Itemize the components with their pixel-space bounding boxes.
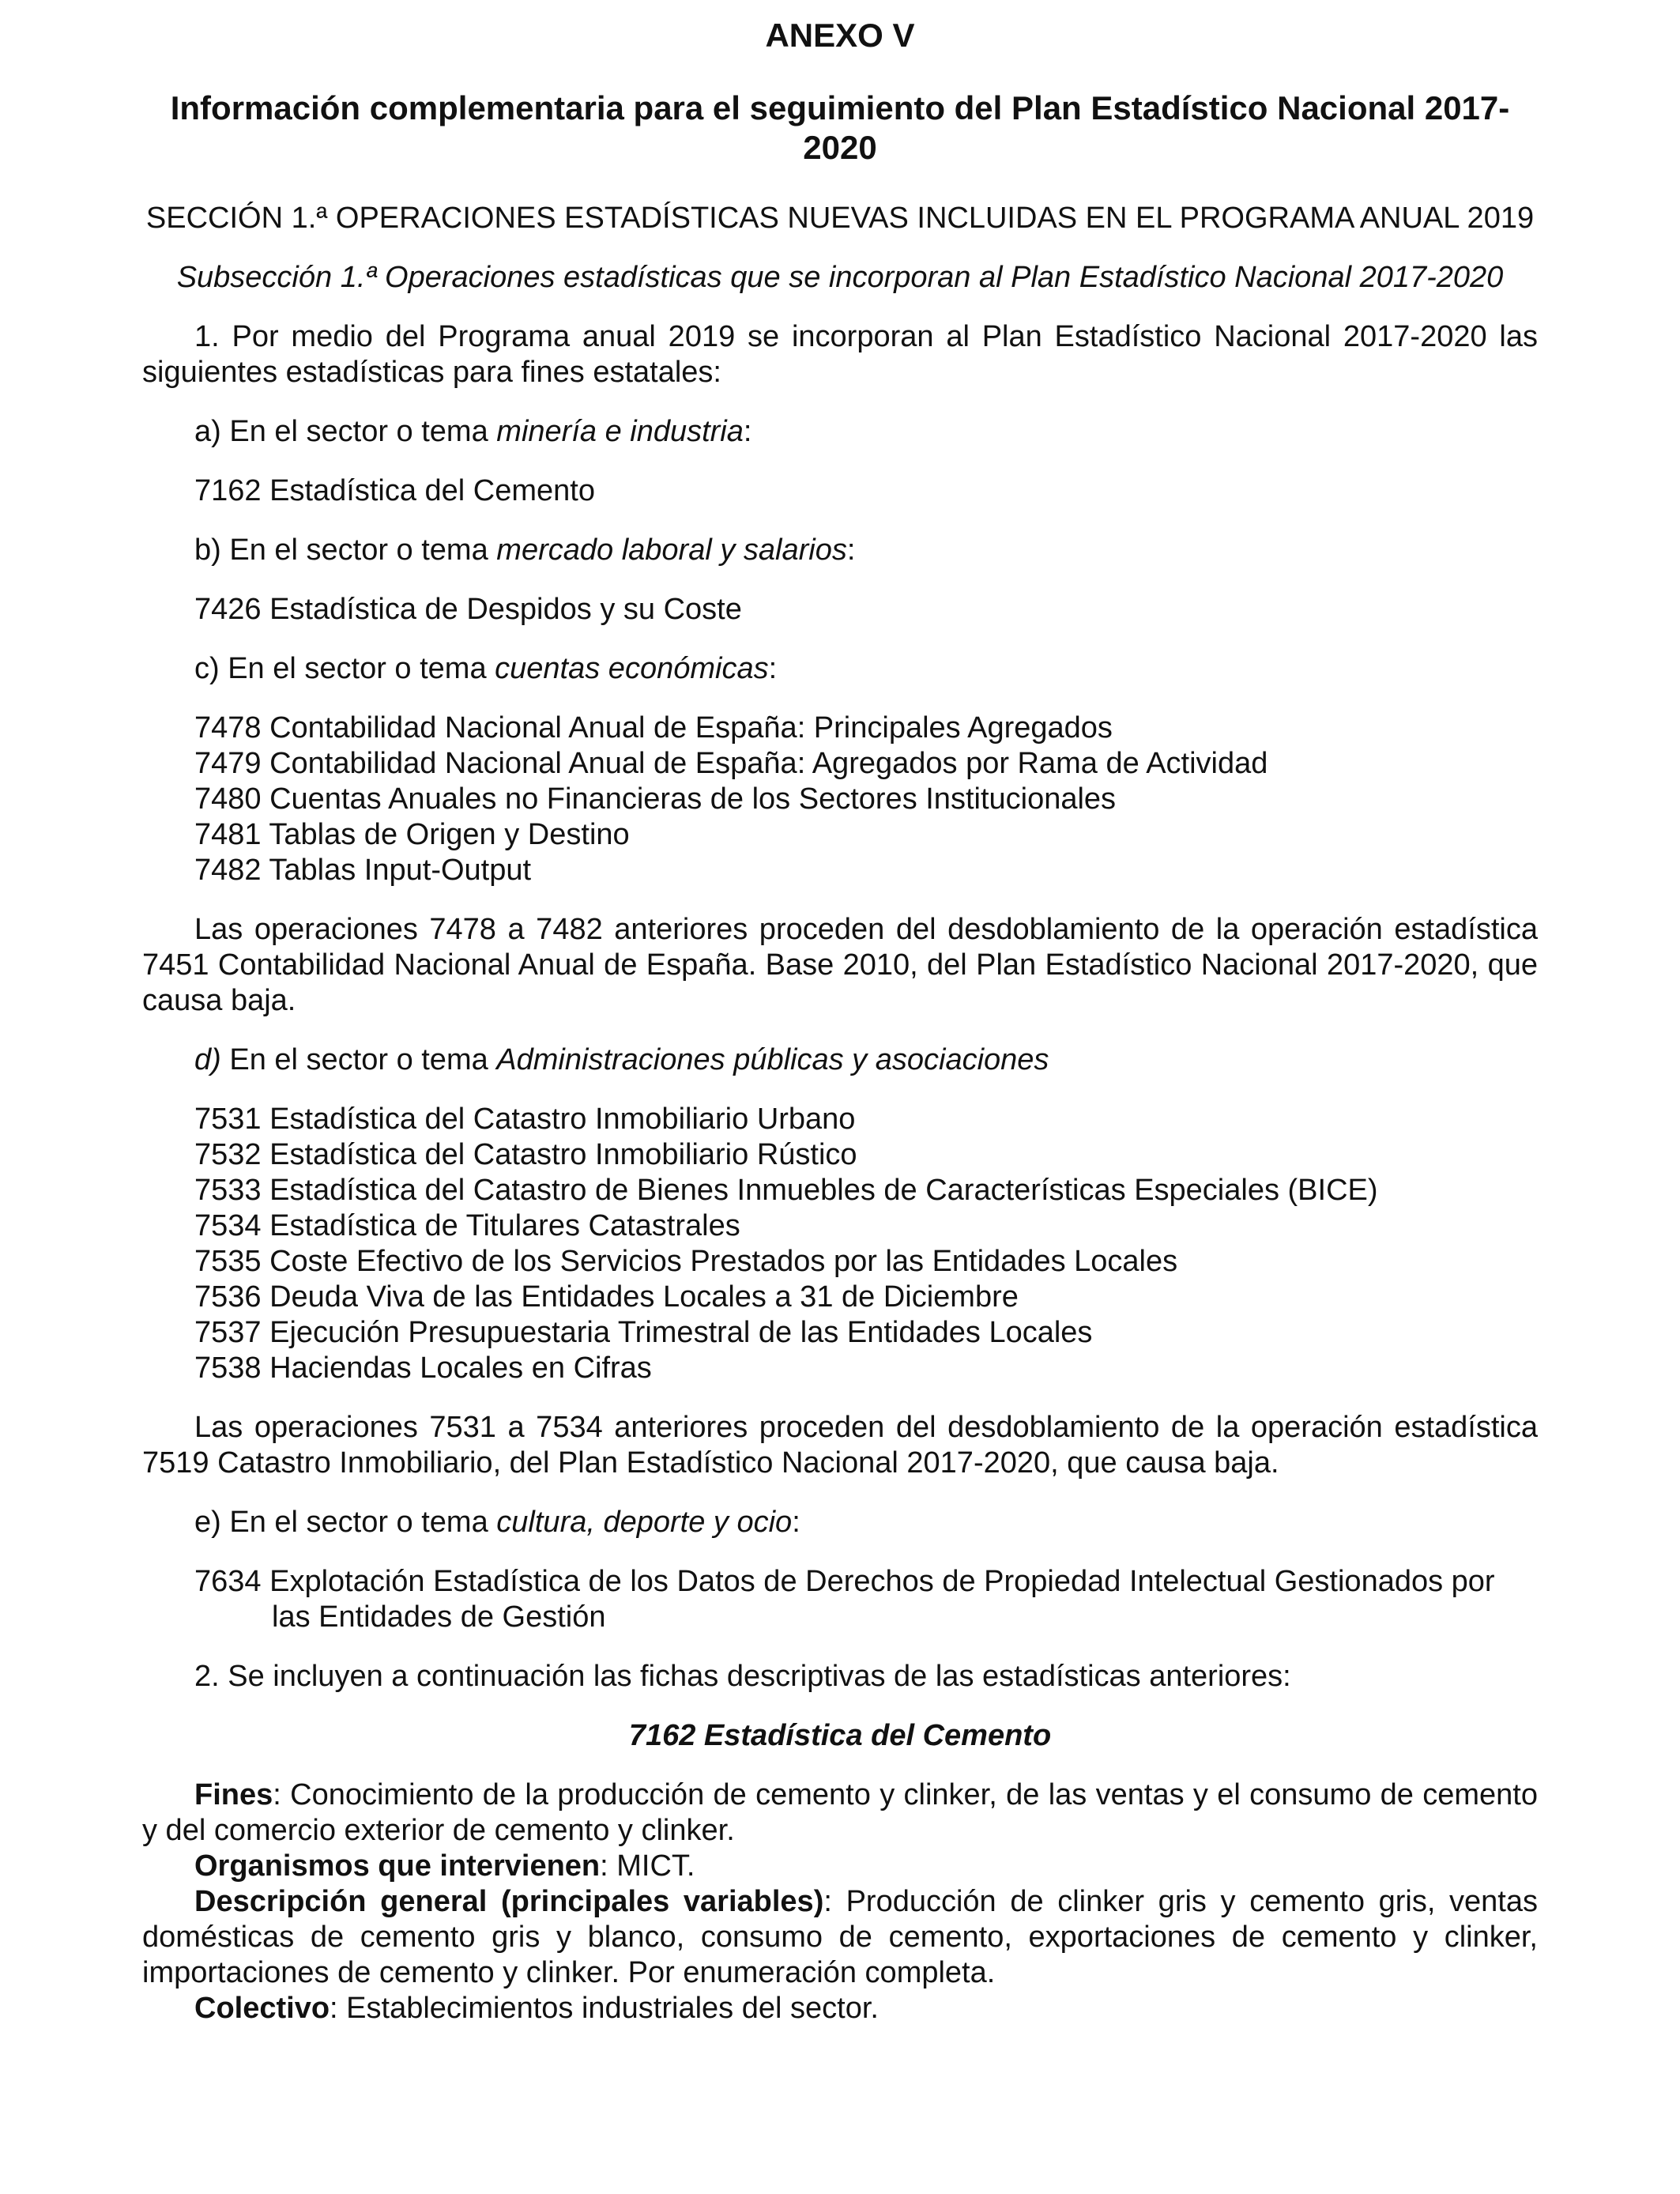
fiche-fines	[142, 1777, 1538, 1849]
fiche-desc-label: Descripción general (principales variables)	[194, 1885, 824, 1918]
document-page	[142, 16, 1538, 2026]
sector-d-note: Las operaciones 7531 a 7534 anteriores proceden del desdoblamiento de la operación estadística 7519 Catastro Inmobiliario, del Plan Estadístico Nacional 2017-2020, que causa baja.	[142, 1411, 1538, 1480]
list-item: 7534 Estadística de Titulares Catastrales	[194, 1209, 740, 1242]
sector-b-list	[194, 592, 1538, 628]
fiche-organismos	[142, 1849, 1538, 1884]
fiche-colectivo-text: : Establecimientos industriales del sector.	[330, 1992, 879, 2025]
sector-e-topic: cultura, deporte y ocio	[496, 1506, 793, 1539]
fiche-org-text: : MICT.	[600, 1849, 695, 1883]
list-item: 7538 Haciendas Locales en Cifras	[194, 1351, 652, 1385]
list-item: 7482 Tablas Input-Output	[194, 854, 532, 887]
fiche-desc-text: : Producción de clinker gris y cemento gris, ventas domésticas de cemento gris y blanco, consumo de cemento, exportaciones de cemento y clinker, importaciones de cemento y clinker. Por enumeración completa.	[142, 1885, 1538, 1989]
sector-d-label: d)	[194, 1043, 221, 1076]
list-item: 7531 Estadística del Catastro Inmobiliario Urbano	[194, 1103, 856, 1136]
sector-d-list	[194, 1102, 1538, 1386]
fiche-colectivo	[142, 1991, 1538, 2026]
list-item: 7480 Cuentas Anuales no Financieras de los Sectores Institucionales	[194, 782, 1117, 816]
sector-a-heading	[142, 414, 1538, 450]
sector-b-suffix: :	[846, 533, 856, 567]
sector-b-prefix: b) En el sector o tema	[194, 533, 497, 567]
list-item: 7426 Estadística de Despidos y su Coste	[194, 593, 742, 626]
sector-b-heading	[142, 533, 1538, 568]
sector-d-heading	[142, 1042, 1538, 1078]
list-item: 7634 Explotación Estadística de los Datos de Derechos de Propiedad Intelectual Gestionados por las Entidades de Gestión	[194, 1565, 1495, 1634]
sector-a-suffix: :	[743, 415, 752, 448]
annex-heading: ANEXO V	[765, 17, 915, 54]
sector-e-list	[194, 1564, 1538, 1635]
sector-c-topic: cuentas económicas	[495, 652, 769, 685]
fiche-descripcion	[142, 1884, 1538, 1991]
sector-e-suffix: :	[792, 1506, 800, 1539]
paragraph-1: 1. Por medio del Programa anual 2019 se incorporan al Plan Estadístico Nacional 2017-2020 las siguientes estadísticas para fines estatales:	[142, 320, 1538, 389]
fiche-org-label: Organismos que intervienen	[194, 1849, 601, 1883]
subsection-heading: Subsección 1.ª Operaciones estadísticas que se incorporan al Plan Estadístico Nacional 2017-2020	[176, 261, 1504, 294]
sector-b-topic: mercado laboral y salarios	[496, 533, 847, 567]
sector-c-heading	[142, 651, 1538, 687]
list-item: 7481 Tablas de Origen y Destino	[194, 818, 630, 851]
sector-e-heading	[142, 1505, 1538, 1540]
fiche-fines-text: : Conocimiento de la producción de cemento y clinker, de las ventas y el consumo de cemento y del comercio exterior de cemento y clinker.	[142, 1778, 1538, 1847]
sector-a-topic: minería e industria	[496, 415, 744, 448]
document-title: Información complementaria para el seguimiento del Plan Estadístico Nacional 2017-2020	[170, 89, 1510, 166]
list-item: 7535 Coste Efectivo de los Servicios Prestados por las Entidades Locales	[194, 1245, 1178, 1278]
sector-d-prefix: En el sector o tema	[220, 1043, 497, 1076]
paragraph-2: 2. Se incluyen a continuación las fichas descriptivas de las estadísticas anteriores:	[194, 1660, 1291, 1693]
list-item: 7536 Deuda Viva de las Entidades Locales a 31 de Diciembre	[194, 1280, 1019, 1314]
list-item: 7532 Estadística del Catastro Inmobiliario Rústico	[194, 1138, 857, 1171]
sector-a-list	[194, 473, 1538, 509]
sector-e-prefix: e) En el sector o tema	[194, 1506, 497, 1539]
section-heading: SECCIÓN 1.ª OPERACIONES ESTADÍSTICAS NUEVAS INCLUIDAS EN EL PROGRAMA ANUAL 2019	[145, 202, 1535, 235]
list-item: 7162 Estadística del Cemento	[194, 474, 595, 507]
fiche-title: 7162 Estadística del Cemento	[628, 1719, 1052, 1752]
sector-d-topic: Administraciones públicas y asociaciones	[496, 1043, 1049, 1076]
sector-c-list	[194, 711, 1538, 888]
sector-c-suffix: :	[768, 652, 778, 685]
list-item: 7533 Estadística del Catastro de Bienes Inmuebles de Características Especiales (BICE)	[194, 1174, 1378, 1207]
fiche-fines-label: Fines	[194, 1778, 273, 1811]
list-item: 7537 Ejecución Presupuestaria Trimestral de las Entidades Locales	[194, 1316, 1093, 1349]
sector-a-prefix: a) En el sector o tema	[194, 415, 497, 448]
list-item: 7479 Contabilidad Nacional Anual de España: Agregados por Rama de Actividad	[194, 747, 1268, 780]
fiche-colectivo-label: Colectivo	[194, 1992, 330, 2025]
list-item: 7478 Contabilidad Nacional Anual de España: Principales Agregados	[194, 711, 1113, 745]
sector-c-prefix: c) En el sector o tema	[194, 652, 495, 685]
sector-c-note: Las operaciones 7478 a 7482 anteriores proceden del desdoblamiento de la operación estadística 7451 Contabilidad Nacional Anual de España. Base 2010, del Plan Estadístico Nacional 2017-2020, que causa baja.	[142, 913, 1538, 1017]
